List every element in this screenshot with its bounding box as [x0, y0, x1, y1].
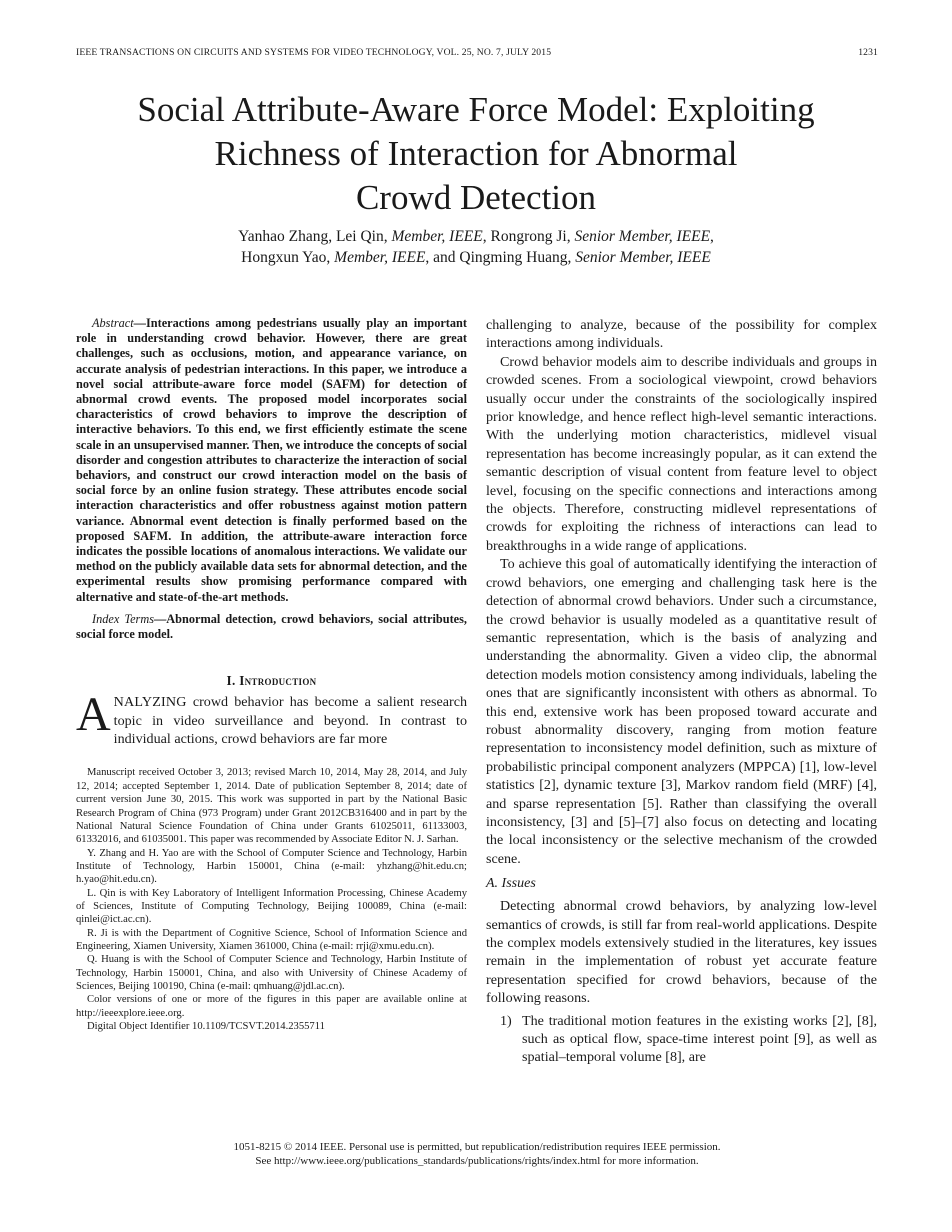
author-list [60, 226, 892, 268]
footnotes [76, 766, 467, 1033]
left-column [76, 316, 467, 1033]
body-paragraph: To achieve this goal of automatically identifying the interaction of crowd behaviors, one emerging and challenging task here is the detection of abnormal crowd behaviors. Under such a circumstance, the crowd behavior is usually modeled as a quantitative result of semantic representation, which is the basis of analyzing and understanding the abnormality. Given a video clip, the abnormal detection models motion consistency among individuals, labeling the ones that are significantly inconsistent with others as abnormal. To this end, extensive work has been proposed toward accurate and robust abnormality discovery, ranging from motion feature representation to inconsistency model definition, such as mixture of probabilistic principal component analyzers (MPPCA) [1], low-level statistics [2], dynamic texture [3], Markov random field (MRF) [4], and sparse representation [5]. Rather than classifying the overall inconsistency, [3] and [5]–[7] also focus on detecting and locating the local inconsistency or the selective mechanism of the crowded scene. [486, 556, 877, 867]
author-membership: Member, IEEE [334, 249, 426, 266]
running-header [76, 47, 878, 58]
abstract-label: Abstract [92, 316, 134, 330]
copyright-line-1: 1051-8215 © 2014 IEEE. Personal use is permitted, but republication/redistribution requires IEEE permission. [233, 1141, 721, 1153]
footnote-affiliation: Q. Huang is with the School of Computer Science and Technology, Harbin Institute of Technology, Harbin 150001, China, and also with University of Chinese Academy of Sciences, Beijing 100190, China (e-mail: qmhuang@jdl.ac.cn). [76, 954, 467, 992]
right-column [486, 316, 877, 1067]
item-number: 1) [500, 1012, 512, 1029]
index-terms-dash: — [154, 611, 167, 626]
paper-title [60, 88, 892, 220]
author-names-1: Yanhao Zhang, Lei Qin, [238, 228, 392, 245]
journal-name: IEEE TRANSACTIONS ON CIRCUITS AND SYSTEMS FOR VIDEO TECHNOLOGY, VOL. 25, NO. 7, JULY 2015 [76, 47, 552, 58]
author-membership: Member, IEEE [391, 228, 483, 245]
page-number: 1231 [858, 47, 878, 58]
drop-cap: A [76, 688, 111, 742]
section-number: I. [226, 673, 240, 689]
abstract-text: Interactions among pedestrians usually play an important role in understanding crowd behavior. However, there are great challenges, such as occlusions, motion, and appearance variance, on accurate analysis of pedestrian interactions. In this paper, we introduce a novel social attribute-aware force model (SAFM) for detection of abnormal crowd events. The proposed model incorporates social characteristics of crowd behaviors to improve the description of interactive behaviors. To this end, we first efficiently estimate the scene scale in an unsupervised manner. Then, we introduce the concepts of social disorder and congestion attributes to characterize the interaction of social behaviors, and construct our crowd interaction model on the basis of social force by an online fusion strategy. These attributes encode social interaction characteristics and offer robustness against motion pattern variance. Abnormal event detection is finally performed based on the proposed SAFM. In addition, the attribute-aware interaction force indicates the possible locations of anomalous interactions. We validate our method on the publicly available data sets for abnormal detection, and the experimental results show promising performance compared with alternative and state-of-the-art methods. [76, 316, 467, 604]
author-membership: Senior Member, IEEE [574, 228, 711, 245]
body-paragraph: Crowd behavior models aim to describe individuals and groups in crowded scenes. From a sociological viewpoint, crowd behaviors usually occur under the constraints of the sociologically inspired prior knowledge, and hence reflect high-level semantic interactions. With the underlying motion characteristics, midlevel visual representation has become increasingly popular, as it can extend the semantic description of visual content from feature level to object level, focusing on the specific connections and interactions among the objects. Therefore, constructing midlevel representations of crowds for exploiting the richness of interactions can lead to breakthroughs in a wide range of applications. [486, 353, 877, 554]
intro-text: crowd behavior has become a salient research topic in video surveillance and beyond. In contrast to individual actions, crowd behaviors are far more [113, 694, 467, 748]
author-separator: , [710, 228, 714, 245]
footnote-manuscript: Manuscript received October 3, 2013; revised March 10, 2014, May 28, 2014, and July 12, 2014; accepted September 1, 2014. Date of publication September 8, 2014; date of current version June 30, 2015. This work was supported in part by the National Basic Research Program of China (973 Program) under Grant 2012CB316400 and in part by the National Natural Science Foundation of China under Grants 61025011, 61133003, 61332016, and 61035001. This paper was recommended by Associate Editor N. J. Sarhan. [76, 767, 467, 846]
footnote-doi: Digital Object Identifier 10.1109/TCSVT.2014.2355711 [87, 1021, 325, 1033]
title-line-2: Richness of Interaction for Abnormal [214, 134, 738, 173]
body-paragraph: Detecting abnormal crowd behaviors, by analyzing low-level semantics of crowds, is still far from real-world applications. Despite the complex models extensively studied in the literatures, key issues remain in the implementation of robust yet accurate feature representation specified for crowd behaviors, because of the following reasons. [486, 898, 877, 1007]
title-line-3: Crowd Detection [355, 178, 597, 217]
intro-paragraph [76, 688, 467, 748]
subsection-heading-issues: A. Issues [486, 876, 536, 892]
item-text: The traditional motion features in the existing works [2], [8], such as optical flow, space-time interest point [9], as well as spatial–temporal volume [8], are [522, 1012, 877, 1066]
author-membership: Senior Member, IEEE [575, 249, 711, 266]
enumerated-item [500, 1012, 877, 1067]
copyright-line-2: See http://www.ieee.org/publications_standards/publications/rights/index.html for more information. [255, 1155, 699, 1167]
author-names-3: Hongxun Yao, [241, 249, 335, 266]
body-paragraph: challenging to analyze, because of the possibility for complex interactions among individuals. [486, 317, 877, 352]
section-title: Introduction [239, 673, 317, 689]
index-terms-text: Abnormal detection, crowd behaviors, social attributes, social force model. [76, 611, 467, 642]
footnote-affiliation: R. Ji is with the Department of Cognitive Science, School of Information Science and Engineering, Xiamen University, Xiamen 361000, China (e-mail: rrji@xmu.edu.cn). [76, 927, 467, 952]
footnote-color-versions: Color versions of one or more of the figures in this paper are available online at http://ieeexplore.ieee.org. [76, 994, 467, 1019]
footnote-affiliation: L. Qin is with Key Laboratory of Intelligent Information Processing, Chinese Academy of Sciences, Institute of Computing Technology, Beijing 100089, China (e-mail: qinlei@ict.ac.cn). [76, 887, 467, 926]
intro-caps: NALYZING [113, 694, 187, 711]
author-names-4: , and Qingming Huang, [425, 249, 576, 266]
index-terms-label: Index Terms [92, 611, 154, 626]
footnote-affiliation: Y. Zhang and H. Yao are with the School of Computer Science and Technology, Harbin Institute of Technology, Harbin 150001, China (e-mail: yhzhang@hit.edu.cn; h.yao@hit.edu.cn). [76, 847, 467, 886]
author-line-2 [60, 247, 892, 268]
section-heading-introduction [76, 672, 467, 689]
title-line-1: Social Attribute-Aware Force Model: Exploiting [137, 90, 815, 129]
author-names-2: , Rongrong Ji, [482, 228, 575, 245]
abstract-dash: — [133, 316, 146, 330]
abstract [76, 316, 467, 605]
author-line-1 [60, 226, 892, 247]
copyright-notice [76, 1140, 878, 1168]
index-terms [76, 612, 467, 642]
